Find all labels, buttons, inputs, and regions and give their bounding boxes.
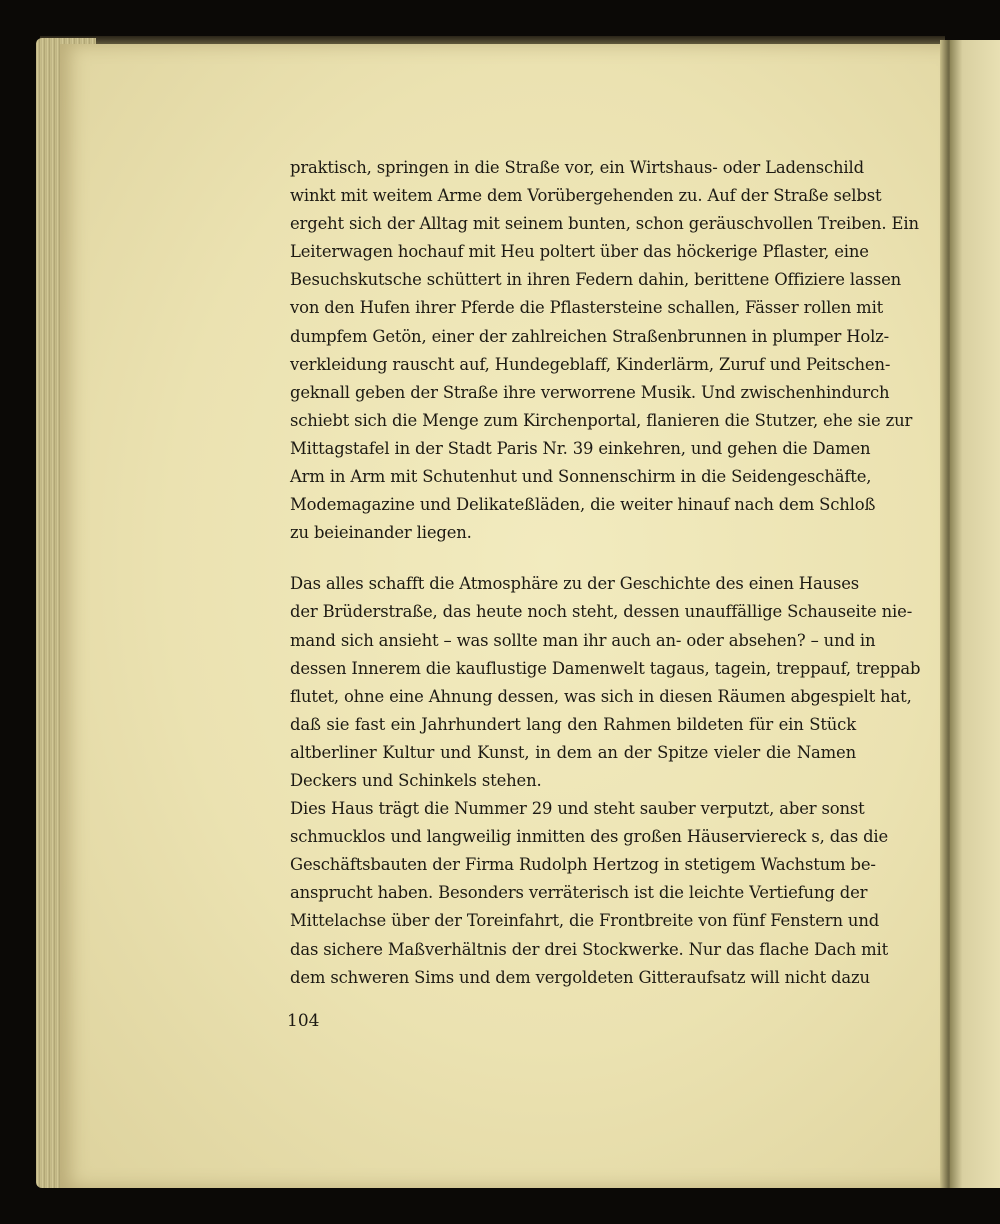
text-line: Mittagstafel in der Stadt Paris Nr. 39 einkehren, und gehen die Damen	[290, 438, 871, 458]
paragraph-1	[290, 154, 919, 547]
text-line: schmucklos und langweilig inmitten des großen Häuserviereck s, das die	[290, 827, 889, 847]
text-line: Mittelachse über der Toreinfahrt, die Frontbreite von fünf Fenstern und	[290, 911, 880, 931]
text-line: verkleidung rauscht auf, Hundegeblaff, Kinderlärm, Zuruf und Peitschen-	[290, 354, 891, 374]
text-line: ergeht sich der Alltag mit seinem bunten, schon geräuschvollen Treiben. Ein	[290, 214, 919, 234]
text-line: dem schweren Sims und dem vergoldeten Gitteraufsatz will nicht dazu	[290, 967, 870, 987]
text-line: geknall geben der Straße ihre verworrene Musik. Und zwischenhindurch	[290, 382, 890, 402]
text-line: Dies Haus trägt die Nummer 29 und steht sauber verputzt, aber sonst	[290, 799, 865, 819]
text-line: Leiterwagen hochauf mit Heu poltert über das höckerige Pflaster, eine	[290, 242, 869, 262]
page-number: 104	[287, 1011, 320, 1031]
facing-page-edge	[950, 40, 1000, 1188]
text-line: von den Hufen ihrer Pferde die Pflastersteine schallen, Fässer rollen mit	[290, 298, 884, 318]
text-line: dessen Innerem die kauflustige Damenwelt tagaus, tagein, treppauf, treppab	[290, 658, 921, 678]
text-line: Deckers und Schinkels stehen.	[290, 770, 542, 790]
paragraph-2	[290, 570, 921, 795]
text-line: zu beieinander liegen.	[290, 523, 472, 543]
text-line: Das alles schafft die Atmosphäre zu der Geschichte des einen Hauses	[290, 574, 860, 594]
text-line: dumpfem Getön, einer der zahlreichen Straßenbrunnen in plumper Holz-	[290, 326, 890, 346]
text-line: winkt mit weitem Arme dem Vorübergehenden zu. Auf der Straße selbst	[290, 186, 882, 206]
text-line: altberliner Kultur und Kunst, in dem an der Spitze vieler die Namen	[290, 742, 856, 762]
body-text	[290, 154, 921, 992]
text-line: praktisch, springen in die Straße vor, ein Wirtshaus- oder Ladenschild	[290, 158, 864, 177]
text-line: mand sich ansieht – was sollte man ihr auch an- oder absehen? – und in	[290, 630, 876, 650]
text-line: flutet, ohne eine Ahnung dessen, was sich in diesen Räumen abgespielt hat,	[290, 686, 912, 706]
text-line: Besuchskutsche schüttert in ihren Federn dahin, berittene Offiziere lassen	[290, 270, 902, 290]
text-line: der Brüderstraße, das heute noch steht, dessen unauffällige Schauseite nie-	[290, 602, 913, 622]
text-line: Arm in Arm mit Schutenhut und Sonnenschirm in die Seidengeschäfte,	[290, 467, 872, 487]
text-line: schiebt sich die Menge zum Kirchenportal, flanieren die Stutzer, ehe sie zur	[290, 410, 913, 430]
paragraph-3	[290, 795, 889, 992]
text-line: ansprucht haben. Besonders verräterisch ist die leichte Vertiefung der	[290, 883, 868, 903]
text-line: Geschäftsbauten der Firma Rudolph Hertzog in stetigem Wachstum be-	[290, 855, 876, 875]
paragraph-spacer	[290, 547, 856, 570]
text-line: das sichere Maßverhältnis der drei Stockwerke. Nur das flache Dach mit	[290, 939, 889, 959]
text-line: daß sie fast ein Jahrhundert lang den Rahmen bildeten für ein Stück	[290, 714, 856, 734]
text-line: Modemagazine und Delikateßläden, die weiter hinauf nach dem Schloß	[290, 495, 876, 515]
